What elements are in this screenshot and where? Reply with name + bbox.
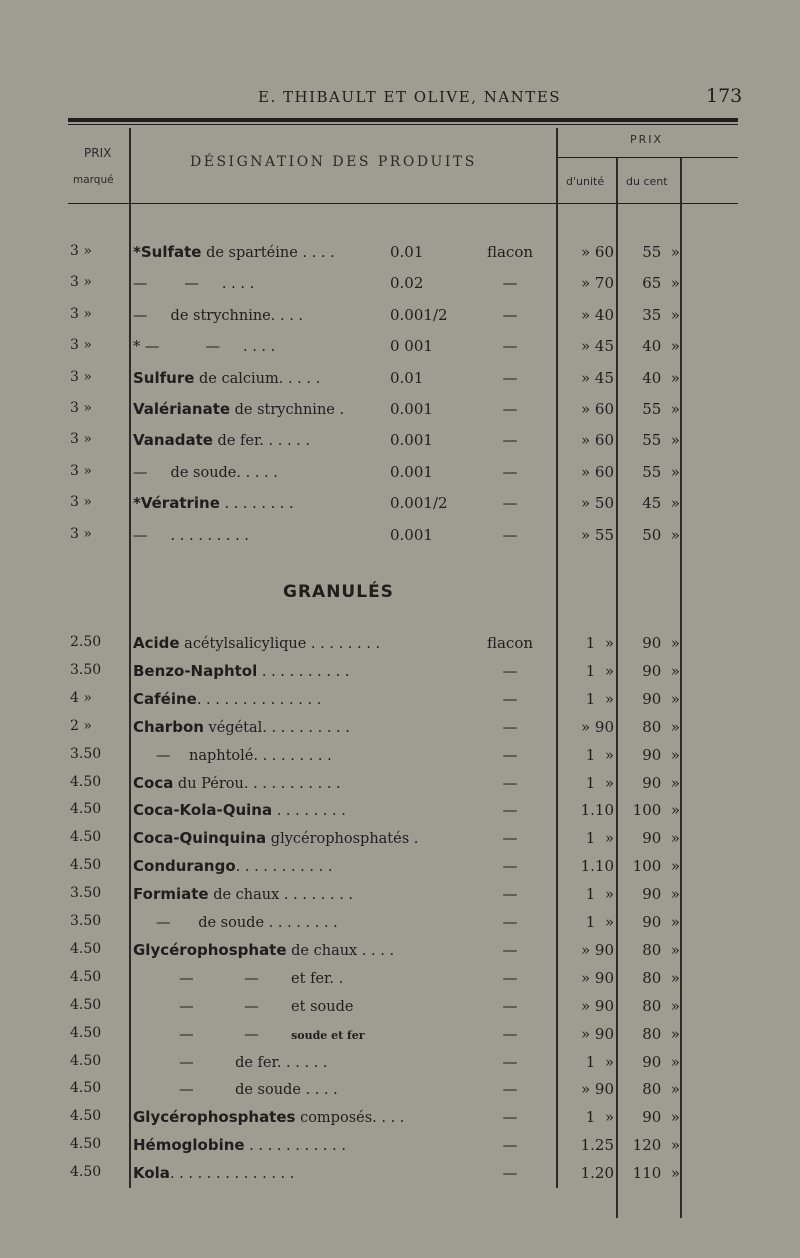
product-name	[133, 829, 418, 847]
product-dose: 0.02	[390, 274, 424, 293]
product-unit: —	[502, 305, 518, 324]
product-unit: —	[502, 773, 518, 792]
price-unite: 1.10	[580, 801, 614, 820]
price-unite: » 45	[580, 368, 614, 387]
product-name	[133, 463, 278, 481]
product-name	[133, 494, 294, 512]
product-name-detail: — —	[133, 1026, 292, 1043]
price-marque: 4.50	[70, 968, 102, 985]
price-cent: 45 »	[642, 494, 680, 513]
product-dose: 0.01	[390, 368, 424, 387]
table-row	[0, 1080, 800, 1110]
product-name	[133, 1136, 346, 1154]
table-row	[0, 718, 800, 748]
price-cent: 90 »	[642, 745, 680, 764]
product-name-detail: — naphtolé. . . . . . . . .	[133, 747, 332, 764]
product-unit: —	[502, 745, 518, 764]
product-name-small: soude et fer	[291, 1028, 365, 1042]
product-name	[133, 857, 332, 875]
prix-subrule	[558, 157, 738, 158]
header-rule-thin	[68, 124, 738, 125]
table-row	[0, 274, 800, 304]
product-dose: 0.001	[390, 525, 433, 544]
product-unit: —	[502, 885, 518, 904]
table-row	[0, 829, 800, 859]
price-unite: 1 »	[585, 773, 614, 792]
col-header-prix: PRIX	[84, 146, 112, 160]
product-name-bold: Coca-Kola-Quina	[133, 801, 273, 820]
price-unite: 1 »	[585, 745, 614, 764]
product-name-detail: . . . . . . . .	[219, 496, 294, 513]
product-dose: 0.01	[390, 243, 424, 261]
table-row	[0, 1136, 800, 1166]
header-title: E. THIBAULT ET OLIVE, NANTES	[258, 88, 562, 106]
price-marque: 4.50	[70, 773, 102, 790]
price-marque: 3.50	[70, 913, 102, 929]
price-cent: 90 »	[642, 913, 680, 931]
table-row	[0, 1164, 800, 1194]
product-unit: —	[502, 368, 518, 387]
table-row	[0, 857, 800, 887]
header-rule-thick	[68, 118, 738, 122]
price-marque: 4.50	[70, 996, 102, 1013]
product-name-detail: — — et soude	[133, 998, 354, 1015]
product-name-bold: Vanadate	[133, 431, 213, 450]
product-name-detail: de calcium. . . . .	[194, 370, 321, 387]
price-marque: 3.50	[70, 661, 102, 678]
table-row	[0, 801, 800, 831]
product-unit: —	[502, 494, 518, 513]
product-name	[133, 885, 353, 903]
product-name-detail: — de soude. . . . .	[133, 464, 278, 481]
price-unite: » 90	[580, 1080, 614, 1099]
product-name	[133, 369, 320, 387]
price-cent: 40 »	[642, 368, 680, 387]
price-unite: 1 »	[585, 1052, 614, 1071]
product-name-detail: . . . . . . . . . . . . . .	[169, 1166, 295, 1183]
product-name-detail: du Pérou. . . . . . . . . . .	[173, 775, 341, 792]
product-unit: —	[502, 913, 518, 931]
product-name-bold: Hémoglobine	[133, 1136, 245, 1155]
table-row	[0, 306, 800, 336]
product-name-bold: Condurango	[133, 857, 236, 876]
price-cent: 90 »	[642, 885, 680, 904]
price-unite: » 60	[580, 243, 614, 261]
price-unite: 1.20	[580, 1164, 614, 1183]
product-name	[133, 718, 350, 736]
table-row	[0, 463, 800, 493]
product-dose: 0.001/2	[390, 494, 448, 513]
product-name	[133, 662, 349, 680]
product-name-bold: Kola	[133, 1164, 170, 1183]
price-cent: 65 »	[642, 274, 680, 293]
product-unit: flacon	[486, 634, 534, 652]
product-name-bold: Sulfure	[133, 368, 195, 387]
table-row	[0, 885, 800, 915]
price-unite: » 90	[580, 968, 614, 987]
product-name-bold: Acide	[133, 634, 180, 652]
col-header-designation: DÉSIGNATION DES PRODUITS	[190, 154, 477, 170]
product-name-detail: — de fer. . . . . .	[133, 1054, 328, 1071]
price-cent: 90 »	[642, 1052, 680, 1071]
product-name-detail: * — — . . . .	[133, 339, 276, 356]
table-row	[0, 431, 800, 461]
price-unite: 1 »	[585, 661, 614, 680]
product-name-detail: — de soude . . . . . . . .	[133, 915, 338, 931]
product-name	[133, 1025, 365, 1043]
price-unite: 1 »	[585, 885, 614, 904]
price-cent: 90 »	[642, 661, 680, 680]
price-marque: 4.50	[70, 801, 102, 818]
product-name-detail: — de soude . . . .	[133, 1082, 338, 1099]
product-name-detail: de spartéine . . . .	[201, 245, 335, 261]
product-name-detail: glycérophosphatés .	[266, 831, 419, 848]
table-row	[0, 337, 800, 367]
product-dose: 0.001/2	[390, 305, 448, 324]
price-marque: 4.50	[70, 940, 102, 957]
product-name	[133, 306, 303, 324]
product-unit: —	[502, 525, 518, 544]
price-unite: 1.10	[580, 857, 614, 876]
price-cent: 50 »	[642, 525, 680, 544]
product-unit: —	[502, 1080, 518, 1099]
page-header	[0, 85, 800, 112]
product-unit: —	[502, 857, 518, 876]
price-unite: 1 »	[585, 634, 614, 652]
product-name-detail: de strychnine .	[230, 402, 345, 418]
price-unite: » 45	[580, 337, 614, 356]
table-row	[0, 400, 800, 430]
price-cent: 55 »	[642, 400, 680, 418]
product-unit: —	[502, 801, 518, 820]
page-number: 173	[706, 85, 743, 107]
table-row	[0, 913, 800, 943]
price-unite: 1 »	[585, 1108, 614, 1127]
product-name	[133, 690, 321, 708]
product-name	[133, 400, 344, 418]
product-name	[133, 1108, 404, 1126]
product-name-bold: Glycérophosphate	[133, 940, 287, 959]
product-unit: —	[502, 1052, 518, 1071]
price-unite: » 90	[580, 717, 614, 736]
price-cent: 35 »	[642, 305, 680, 324]
product-dose: 0.001	[390, 400, 433, 418]
product-name	[133, 274, 254, 292]
price-marque: 3 »	[70, 243, 92, 259]
product-name-detail: — . . . . . . . . .	[133, 527, 249, 544]
product-unit: —	[502, 1136, 518, 1155]
table-row	[0, 774, 800, 804]
col-header-prix-right: PRIX	[630, 133, 664, 146]
price-unite: » 40	[580, 305, 614, 324]
column-head-rule	[68, 203, 738, 204]
price-marque: 3 »	[70, 368, 92, 385]
product-unit: flacon	[486, 243, 534, 261]
product-name-detail: — — . . . .	[133, 276, 255, 293]
product-unit: —	[502, 1108, 518, 1127]
product-unit: —	[502, 1164, 518, 1183]
product-name-detail: de chaux . . . .	[286, 942, 395, 959]
product-unit: —	[502, 968, 518, 987]
price-cent: 120 »	[632, 1136, 680, 1155]
price-cent: 40 »	[642, 337, 680, 356]
price-marque: 4 »	[70, 689, 92, 706]
product-unit: —	[502, 431, 518, 450]
table-row	[0, 1108, 800, 1138]
price-cent: 90 »	[642, 1108, 680, 1127]
product-name-bold: Coca-Quinquina	[133, 829, 267, 848]
price-cent: 90 »	[642, 773, 680, 792]
table-row	[0, 1053, 800, 1083]
product-name	[133, 1164, 294, 1182]
product-unit: —	[502, 829, 518, 848]
price-marque: 4.50	[70, 1136, 102, 1153]
table-row	[0, 746, 800, 776]
price-cent: 90 »	[642, 689, 680, 708]
price-marque: 4.50	[70, 1108, 102, 1125]
product-name	[133, 337, 275, 355]
product-name	[133, 913, 338, 931]
product-dose: 0.001	[390, 431, 433, 450]
product-name-detail: . . . . . . . . . . .	[244, 1138, 346, 1155]
price-cent: 80 »	[642, 968, 680, 987]
price-unite: » 60	[580, 462, 614, 481]
price-marque: 3 »	[70, 337, 92, 354]
price-marque: 3.50	[70, 885, 102, 902]
price-marque: 4.50	[70, 829, 102, 846]
price-unite: » 55	[580, 525, 614, 544]
table-row	[0, 369, 800, 399]
product-name	[133, 243, 335, 261]
price-unite: 1.25	[580, 1136, 614, 1155]
product-name-detail: de fer. . . . . .	[212, 433, 310, 450]
product-name-detail: . . . . . . . . . . .	[235, 859, 333, 876]
product-name	[133, 746, 332, 764]
price-cent: 80 »	[642, 996, 680, 1015]
product-unit: —	[502, 717, 518, 736]
price-unite: 1 »	[585, 829, 614, 848]
product-unit: —	[502, 462, 518, 481]
product-name-detail: de chaux . . . . . . . .	[208, 887, 354, 904]
table-row	[0, 243, 800, 273]
price-cent: 80 »	[642, 940, 680, 959]
price-marque: 3.50	[70, 745, 102, 762]
product-name-bold: Caféine	[133, 689, 197, 708]
price-marque: 2 »	[70, 717, 92, 734]
price-cent: 100 »	[632, 801, 680, 820]
col-header-marque: marqué	[73, 174, 114, 186]
price-unite: » 60	[580, 431, 614, 450]
table-row	[0, 494, 800, 524]
price-marque: 3 »	[70, 305, 92, 322]
product-unit: —	[502, 996, 518, 1015]
product-name	[133, 526, 249, 544]
price-marque: 3 »	[70, 462, 92, 479]
section-title-granules: GRANULÉS	[283, 582, 394, 602]
price-cent: 80 »	[642, 1024, 680, 1043]
price-marque: 4.50	[70, 1052, 102, 1069]
product-unit: —	[502, 940, 518, 959]
price-unite: » 90	[580, 940, 614, 959]
product-name-detail: — — et fer. .	[133, 970, 344, 987]
product-name-bold: Charbon	[133, 717, 204, 736]
price-marque: 4.50	[70, 857, 102, 874]
price-cent: 100 »	[632, 857, 680, 876]
table-row	[0, 690, 800, 720]
product-name-bold: Benzo-Naphtol	[133, 661, 258, 680]
product-name-detail: composés. . . .	[295, 1110, 405, 1127]
product-name	[133, 634, 380, 652]
price-marque: 3 »	[70, 431, 92, 448]
product-unit: —	[502, 274, 518, 293]
product-name-detail: — de strychnine. . . .	[133, 307, 304, 324]
price-marque: 3 »	[70, 494, 92, 511]
table-row	[0, 1025, 800, 1055]
price-cent: 90 »	[642, 829, 680, 848]
product-name-bold: *Vératrine	[133, 494, 220, 513]
product-name	[133, 774, 341, 792]
price-marque: 3 »	[70, 400, 92, 416]
price-unite: » 90	[580, 1024, 614, 1043]
product-name-bold: Coca	[133, 773, 174, 792]
product-name	[133, 941, 394, 959]
price-marque: 4.50	[70, 1080, 102, 1097]
product-unit: —	[502, 689, 518, 708]
price-marque: 2.50	[70, 634, 102, 650]
price-cent: 90 »	[642, 634, 680, 652]
table-row	[0, 941, 800, 971]
product-name-detail: végétal. . . . . . . . . .	[203, 719, 350, 736]
table-row	[0, 997, 800, 1027]
product-name-detail: . . . . . . . . . .	[257, 663, 350, 680]
product-name-bold: *Sulfate	[133, 243, 202, 261]
price-unite: 1 »	[585, 689, 614, 708]
product-name	[133, 801, 346, 819]
table-row	[0, 526, 800, 556]
col-header-unite: d'unité	[566, 175, 605, 188]
table-row	[0, 969, 800, 999]
price-unite: » 90	[580, 996, 614, 1015]
product-name-bold: Valérianate	[133, 400, 231, 418]
table-row	[0, 662, 800, 692]
product-name-detail: acétylsalicylique . . . . . . . .	[179, 636, 381, 652]
price-cent: 110 »	[632, 1164, 680, 1183]
price-marque: 4.50	[70, 1164, 102, 1181]
price-cent: 55 »	[642, 431, 680, 450]
price-marque: 3 »	[70, 274, 92, 291]
product-unit: —	[502, 337, 518, 356]
product-name-bold: Formiate	[133, 885, 209, 904]
product-name-detail: . . . . . . . . . . . . . .	[196, 691, 322, 708]
product-name-bold: Glycérophosphates	[133, 1108, 296, 1127]
product-name	[133, 1080, 338, 1098]
price-unite: » 60	[580, 400, 614, 418]
product-unit: —	[502, 400, 518, 418]
price-cent: 80 »	[642, 1080, 680, 1099]
price-unite: » 70	[580, 274, 614, 293]
price-cent: 55 »	[642, 462, 680, 481]
price-unite: 1 »	[585, 913, 614, 931]
product-dose: 0 001	[390, 337, 433, 356]
table-row	[0, 634, 800, 664]
product-name	[133, 969, 343, 987]
price-marque: 3 »	[70, 525, 92, 542]
price-cent: 80 »	[642, 717, 680, 736]
price-marque: 4.50	[70, 1024, 102, 1041]
product-unit: —	[502, 661, 518, 680]
product-name	[133, 997, 353, 1015]
product-dose: 0.001	[390, 462, 433, 481]
product-name	[133, 431, 310, 449]
product-name-detail: . . . . . . . .	[272, 803, 346, 820]
price-unite: » 50	[580, 494, 614, 513]
col-header-cent: du cent	[626, 175, 668, 188]
product-name	[133, 1053, 328, 1071]
product-unit: —	[502, 1024, 518, 1043]
price-cent: 55 »	[642, 243, 680, 261]
